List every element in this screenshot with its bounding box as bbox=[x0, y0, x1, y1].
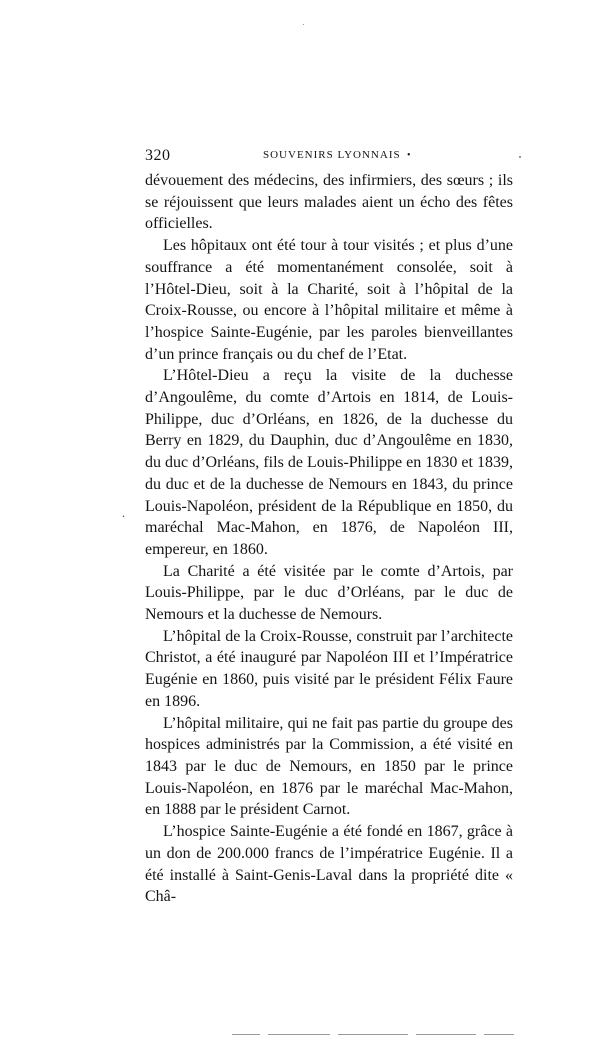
page-number: 320 bbox=[145, 147, 171, 164]
paragraph-hopitaux: Les hôpitaux ont été tour à tour visités ; et plus d’une souffrance a été momentanément consolée, soit à l’Hôtel-Dieu, soit à la Charité, soit à l’hôpital de la Croix-Rousse, ou encore à l’hôpital militaire et même à l’hospice Sainte-Eugénie, par les paroles bienveillantes d’un prince français ou du chef de l’Etat. bbox=[145, 237, 513, 363]
bottom-edge-rule bbox=[484, 1034, 514, 1035]
page-header bbox=[145, 147, 513, 167]
bottom-edge-rule bbox=[232, 1034, 260, 1035]
bottom-edge-rule bbox=[268, 1034, 330, 1035]
bottom-edge-rule bbox=[338, 1034, 408, 1035]
paragraph-hotel-dieu: L’Hôtel-Dieu a reçu la visite de la duchesse d’Angoulême, du comte d’Artois en 1814, de Louis-Philippe, duc d’Orléans, en 1826, de la duchesse du Berry en 1829, du Dauphin, duc d’Angoulême en 1830, du duc d’Orléans, fils de Louis-Philippe en 1830 et 1839, du duc et de la duchesse de Nemours en 1843, du prince Louis-Napoléon, président de la République en 1850, du maréchal Mac-Mahon, en 1876, de Napoléon III, empereur, en 1860. bbox=[145, 367, 513, 558]
paragraph-hopital-militaire: L’hôpital militaire, qui ne fait pas partie du groupe des hospices administrés par la Commission, a été visité en 1843 par le duc de Nemours, en 1850 par le prince Louis-Napoléon, en 1876 par le maréchal Mac-Mahon, en 1888 par le président Carnot. bbox=[145, 714, 513, 819]
paper-speck bbox=[303, 24, 304, 25]
running-title: SOUVENIRS LYONNAIS bbox=[263, 149, 401, 161]
paragraph-continuation: dévouement des médecins, des infirmiers, des sœurs ; ils se réjouissent que leurs malades aient un écho des fêtes officielles. bbox=[145, 172, 513, 233]
running-title-mark: • bbox=[407, 150, 411, 161]
paragraph-sainte-eugenie: L’hospice Sainte-Eugénie a été fondé en 1867, grâce à un don de 200.000 francs de l’impératrice Eugénie. Il a été installé à Saint-Genis-Laval dans la propriété dite « Châ- bbox=[145, 823, 513, 906]
bottom-edge-rule bbox=[416, 1034, 476, 1035]
margin-mark: . bbox=[122, 506, 125, 520]
paragraph-croix-rousse: L’hôpital de la Croix-Rousse, construit par l’architecte Christot, a été inauguré par Napoléon III et l’Impératrice Eugénie en 1860, puis visité par le président Félix Faure en 1896. bbox=[145, 627, 513, 710]
paragraph-charite: La Charité a été visitée par le comte d’Artois, par Louis-Philippe, par le duc d’Orléans, par le duc de Nemours et la duchesse de Nemours. bbox=[145, 562, 513, 624]
body-text bbox=[145, 170, 513, 908]
paper-speck bbox=[519, 156, 521, 158]
